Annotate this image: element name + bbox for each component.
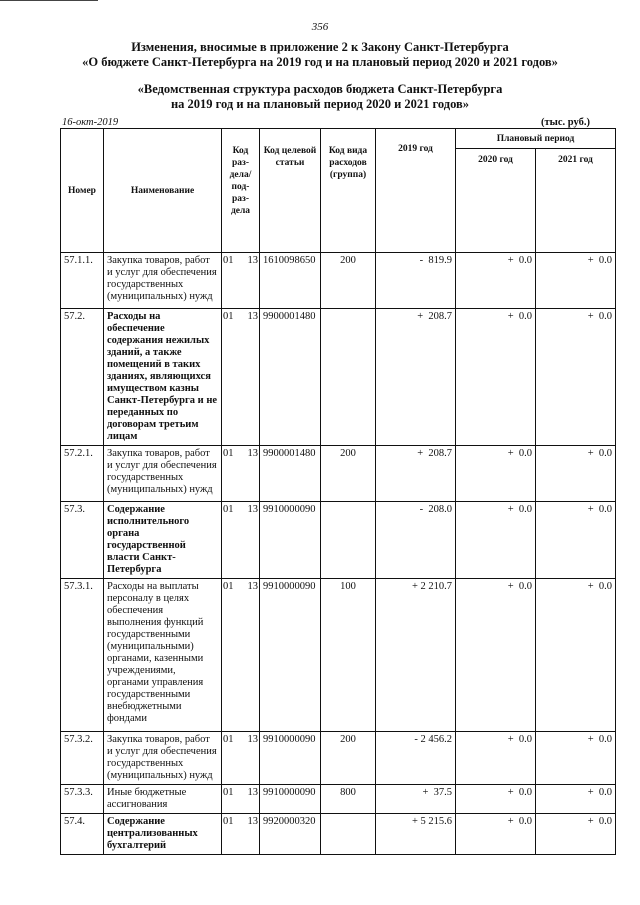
document-heading xyxy=(0,40,640,70)
row-name: Расходы на выплаты персоналу в целях обеспечения выполнения функций государственными (муниципальными) органами, казенными учреждениями, органами управления государственными внебюджетными фондами xyxy=(104,579,222,732)
row-target-code: 9910000090 xyxy=(260,579,321,732)
row-expense-code xyxy=(321,502,376,579)
row-expense-code xyxy=(321,814,376,855)
section-code: 01 xyxy=(223,255,234,266)
row-value-2020: + 0.0 xyxy=(456,502,536,579)
top-rule xyxy=(0,0,98,1)
row-value-2019: - 819.9 xyxy=(376,253,456,309)
table-row xyxy=(61,446,616,502)
header-row-1 xyxy=(61,129,616,149)
table-row xyxy=(61,814,616,855)
row-value-2021: + 0.0 xyxy=(536,579,616,732)
row-value-2019: + 208.7 xyxy=(376,309,456,446)
subsection-code: 13 xyxy=(247,734,258,745)
row-target-code: 9900001480 xyxy=(260,309,321,446)
row-section-code xyxy=(222,579,260,732)
row-name: Содержание исполнительного органа государственной власти Санкт-Петербурга xyxy=(104,502,222,579)
row-section-code xyxy=(222,502,260,579)
col-header-2021: 2021 год xyxy=(536,149,616,253)
row-expense-code: 200 xyxy=(321,253,376,309)
row-target-code: 9910000090 xyxy=(260,785,321,814)
row-target-code: 9910000090 xyxy=(260,502,321,579)
row-value-2021: + 0.0 xyxy=(536,785,616,814)
row-number: 57.4. xyxy=(61,814,104,855)
row-value-2019: + 208.7 xyxy=(376,446,456,502)
row-expense-code: 200 xyxy=(321,732,376,785)
row-name: Закупка товаров, работ и услуг для обеспечения государственных (муниципальных) нужд xyxy=(104,446,222,502)
row-section-code xyxy=(222,785,260,814)
row-section-code xyxy=(222,732,260,785)
subsection-code: 13 xyxy=(247,504,258,515)
heading-line-2: «О бюджете Санкт-Петербурга на 2019 год и на плановый период 2020 и 2021 годов» xyxy=(82,55,558,69)
row-value-2021: + 0.0 xyxy=(536,309,616,446)
col-header-expense: Код вида расходов (группа) xyxy=(321,129,376,253)
row-section-code xyxy=(222,309,260,446)
row-name: Иные бюджетные ассигнования xyxy=(104,785,222,814)
row-value-2020: + 0.0 xyxy=(456,309,536,446)
row-value-2019: + 37.5 xyxy=(376,785,456,814)
row-number: 57.3.3. xyxy=(61,785,104,814)
section-code: 01 xyxy=(223,448,234,459)
row-target-code: 9910000090 xyxy=(260,732,321,785)
subheading-line-1: «Ведомственная структура расходов бюджета Санкт-Петербурга xyxy=(137,82,503,96)
row-number: 57.2.1. xyxy=(61,446,104,502)
row-section-code xyxy=(222,446,260,502)
row-value-2020: + 0.0 xyxy=(456,446,536,502)
row-value-2021: + 0.0 xyxy=(536,253,616,309)
subsection-code: 13 xyxy=(247,311,258,322)
row-name: Расходы на обеспечение содержания нежилых зданий, а также помещений в таких зданиях, являющихся имуществом казны Санкт-Петербурга и не переданных по договорам третьим лицам xyxy=(104,309,222,446)
row-name: Закупка товаров, работ и услуг для обеспечения государственных (муниципальных) нужд xyxy=(104,732,222,785)
row-value-2019: - 208.0 xyxy=(376,502,456,579)
row-value-2021: + 0.0 xyxy=(536,814,616,855)
row-value-2020: + 0.0 xyxy=(456,785,536,814)
row-target-code: 1610098650 xyxy=(260,253,321,309)
col-header-planned: Плановый период xyxy=(456,129,616,149)
page-number: 356 xyxy=(311,21,329,33)
row-value-2020: + 0.0 xyxy=(456,814,536,855)
section-code: 01 xyxy=(223,787,234,798)
subsection-code: 13 xyxy=(247,255,258,266)
row-section-code xyxy=(222,814,260,855)
section-code: 01 xyxy=(223,581,234,592)
table-row xyxy=(61,785,616,814)
section-code: 01 xyxy=(223,816,234,827)
row-number: 57.2. xyxy=(61,309,104,446)
document-date: 16-окт-2019 xyxy=(62,117,119,128)
col-header-section: Код раз- дела/ под- раз- дела xyxy=(222,129,260,253)
row-expense-code: 800 xyxy=(321,785,376,814)
row-value-2019: + 2 210.7 xyxy=(376,579,456,732)
row-name: Закупка товаров, работ и услуг для обеспечения государственных (муниципальных) нужд xyxy=(104,253,222,309)
heading-line-1: Изменения, вносимые в приложение 2 к Закону Санкт-Петербурга xyxy=(131,40,509,54)
budget-table xyxy=(60,128,616,855)
row-value-2020: + 0.0 xyxy=(456,253,536,309)
subsection-code: 13 xyxy=(247,448,258,459)
row-number: 57.3. xyxy=(61,502,104,579)
section-code: 01 xyxy=(223,504,234,515)
col-header-target: Код целевой статьи xyxy=(260,129,321,253)
row-value-2021: + 0.0 xyxy=(536,732,616,785)
row-expense-code: 200 xyxy=(321,446,376,502)
section-code: 01 xyxy=(223,734,234,745)
units-label: (тыс. руб.) xyxy=(541,117,590,128)
section-code: 01 xyxy=(223,311,234,322)
document-subheading xyxy=(0,82,640,112)
subheading-line-2: на 2019 год и на плановый период 2020 и 2021 годов» xyxy=(170,97,470,111)
table-row xyxy=(61,309,616,446)
row-value-2020: + 0.0 xyxy=(456,579,536,732)
row-value-2019: - 2 456.2 xyxy=(376,732,456,785)
table-body xyxy=(61,253,616,855)
row-value-2021: + 0.0 xyxy=(536,502,616,579)
table-row xyxy=(61,502,616,579)
row-number: 57.3.1. xyxy=(61,579,104,732)
col-header-2020: 2020 год xyxy=(456,149,536,253)
row-expense-code: 100 xyxy=(321,579,376,732)
subsection-code: 13 xyxy=(247,787,258,798)
col-header-number: Номер xyxy=(61,129,104,253)
col-header-name: Наименование xyxy=(104,129,222,253)
row-target-code: 9900001480 xyxy=(260,446,321,502)
table-row xyxy=(61,253,616,309)
row-number: 57.1.1. xyxy=(61,253,104,309)
row-section-code xyxy=(222,253,260,309)
row-target-code: 9920000320 xyxy=(260,814,321,855)
row-number: 57.3.2. xyxy=(61,732,104,785)
col-header-2019: 2019 год xyxy=(376,129,456,253)
table-row xyxy=(61,732,616,785)
table-row xyxy=(61,579,616,732)
row-expense-code xyxy=(321,309,376,446)
subsection-code: 13 xyxy=(247,581,258,592)
row-value-2019: + 5 215.6 xyxy=(376,814,456,855)
row-value-2021: + 0.0 xyxy=(536,446,616,502)
row-value-2020: + 0.0 xyxy=(456,732,536,785)
row-name: Содержание централизованных бухгалтерий xyxy=(104,814,222,855)
subsection-code: 13 xyxy=(247,816,258,827)
